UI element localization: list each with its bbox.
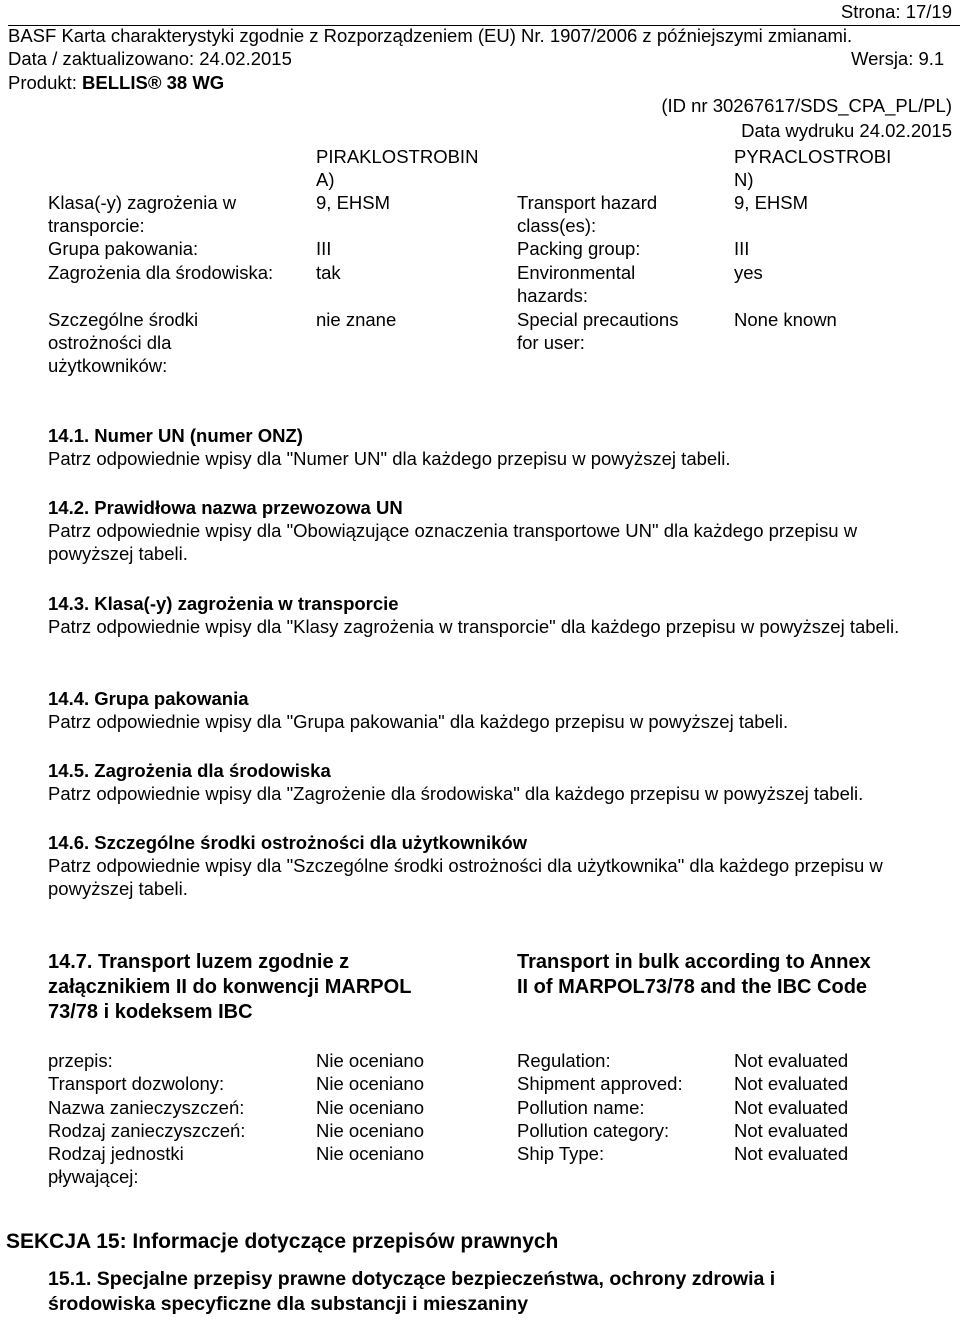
bulk-value-en: Not evaluated bbox=[734, 1050, 849, 1071]
heading-line: 73/78 i kodeksem IBC bbox=[48, 1001, 253, 1023]
cell-line: przepis: bbox=[48, 1050, 113, 1071]
section-14-6 bbox=[48, 831, 938, 900]
bulk-value-en: Not evaluated bbox=[734, 1143, 849, 1164]
row-value-en: None known bbox=[734, 309, 837, 330]
bulk-label-pl bbox=[48, 1072, 224, 1095]
section-text: Patrz odpowiednie wpisy dla "Szczególne środki ostrożności dla użytkownika" dla każdego przepisu w powyższej tabeli. bbox=[48, 855, 883, 899]
section-15-title: SEKCJA 15: Informacje dotyczące przepisów prawnych bbox=[6, 1230, 559, 1253]
section-14-5 bbox=[48, 759, 938, 805]
section-text: Patrz odpowiednie wpisy dla "Obowiązujące oznaczenia transportowe UN" dla każdego przepisu w powyższej tabeli. bbox=[48, 520, 858, 564]
substance-name-pl: PIRAKLOSTROBIN A) bbox=[316, 146, 479, 190]
row-value-pl: tak bbox=[316, 262, 341, 283]
section-heading: 14.6. Szczególne środki ostrożności dla użytkowników bbox=[48, 832, 528, 853]
row-value-en: 9, EHSM bbox=[734, 192, 809, 213]
heading-line: Transport in bulk according to Annex bbox=[517, 951, 871, 973]
cell-line: Szczególne środki bbox=[48, 309, 199, 330]
row-value-en: III bbox=[734, 238, 750, 259]
row-label-pl bbox=[48, 261, 273, 284]
bulk-label-pl bbox=[48, 1119, 245, 1142]
section-14-3 bbox=[48, 592, 938, 638]
bulk-label-en: Regulation: bbox=[517, 1050, 611, 1071]
section-heading: 14.1. Numer UN (numer ONZ) bbox=[48, 425, 303, 446]
sds-id: (ID nr 30267617/SDS_CPA_PL/PL) bbox=[661, 95, 952, 116]
heading-line: 14.7. Transport luzem zgodnie z bbox=[48, 951, 350, 973]
cell-line: ostrożności dla bbox=[48, 332, 172, 353]
bulk-value-en: Not evaluated bbox=[734, 1120, 849, 1141]
cell-line: hazards: bbox=[517, 285, 588, 306]
row-label-pl bbox=[48, 237, 198, 260]
section-14-2 bbox=[48, 496, 938, 565]
heading-line: załącznikiem II do konwencji MARPOL bbox=[48, 976, 412, 998]
product-name: BELLIS® 38 WG bbox=[82, 72, 225, 93]
row-label-en bbox=[517, 237, 640, 260]
bulk-value-en: Not evaluated bbox=[734, 1073, 849, 1094]
product-prefix: Produkt: bbox=[8, 72, 83, 93]
section-heading: 14.4. Grupa pakowania bbox=[48, 688, 249, 709]
bulk-value-pl: Nie oceniano bbox=[316, 1097, 424, 1118]
cell-line: for user: bbox=[517, 332, 585, 353]
section-text: Patrz odpowiednie wpisy dla "Grupa pakowania" dla każdego przepisu w powyższej tabeli. bbox=[48, 711, 789, 732]
row-label-pl bbox=[48, 191, 236, 237]
bulk-label-en: Ship Type: bbox=[517, 1143, 605, 1164]
cell-line: Rodzaj jednostki bbox=[48, 1143, 184, 1164]
print-date: Data wydruku 24.02.2015 bbox=[741, 120, 952, 141]
bulk-value-pl: Nie oceniano bbox=[316, 1073, 424, 1094]
row-value-pl: III bbox=[316, 238, 332, 259]
bulk-label-en: Pollution name: bbox=[517, 1097, 645, 1118]
document-title: BASF Karta charakterystyki zgodnie z Rozporządzeniem (EU) Nr. 1907/2006 z późniejszymi zmianami. bbox=[8, 25, 853, 46]
heading-line: II of MARPOL73/78 and the IBC Code bbox=[517, 976, 868, 998]
cell-line: Nazwa zanieczyszczeń: bbox=[48, 1097, 245, 1118]
row-value-pl: 9, EHSM bbox=[316, 192, 391, 213]
bulk-value-en: Not evaluated bbox=[734, 1097, 849, 1118]
bulk-value-pl: Nie oceniano bbox=[316, 1143, 424, 1164]
cell-line: Transport hazard bbox=[517, 192, 658, 213]
bulk-label-pl bbox=[48, 1142, 184, 1188]
page-number: Strona: 17/19 bbox=[840, 1, 952, 22]
section-text: Patrz odpowiednie wpisy dla "Numer UN" dla każdego przepisu w powyższej tabeli. bbox=[48, 448, 731, 469]
section-14-4 bbox=[48, 687, 938, 733]
row-label-pl bbox=[48, 308, 198, 377]
cell-line: Packing group: bbox=[517, 238, 641, 259]
cell-line: transporcie: bbox=[48, 215, 145, 236]
product bbox=[8, 71, 224, 94]
cell-line: Zagrożenia dla środowiska: bbox=[48, 262, 274, 283]
cell-line: Grupa pakowania: bbox=[48, 238, 199, 259]
cell-line: Rodzaj zanieczyszczeń: bbox=[48, 1120, 246, 1141]
section-text: Patrz odpowiednie wpisy dla "Klasy zagrożenia w transporcie" dla każdego przepisu w powyższej tabeli. bbox=[48, 616, 900, 637]
bulk-label-en: Shipment approved: bbox=[517, 1073, 683, 1094]
cell-line: Special precautions bbox=[517, 309, 679, 330]
bulk-value-pl: Nie oceniano bbox=[316, 1120, 424, 1141]
row-label-en bbox=[517, 191, 657, 237]
cell-line: Transport dozwolony: bbox=[48, 1073, 225, 1094]
bulk-label-pl bbox=[48, 1096, 244, 1119]
row-label-en bbox=[517, 261, 635, 307]
bulk-label-pl bbox=[48, 1049, 113, 1072]
cell-line: pływającej: bbox=[48, 1166, 139, 1187]
row-label-en bbox=[517, 308, 678, 354]
section-15-1-line1: 15.1. Specjalne przepisy prawne dotyczące bezpieczeństwa, ochrony zdrowia i bbox=[48, 1268, 776, 1290]
cell-line: class(es): bbox=[517, 215, 597, 236]
section-15-1-line2: środowiska specyficzne dla substancji i mieszaniny bbox=[48, 1293, 529, 1315]
version: Wersja: 9.1 bbox=[851, 48, 945, 69]
substance-name-en: PYRACLOSTROBI N) bbox=[734, 146, 892, 190]
revision-date: Data / zaktualizowano: 24.02.2015 bbox=[8, 48, 292, 69]
cell-line: użytkowników: bbox=[48, 355, 168, 376]
cell-line: Klasa(-y) zagrożenia w bbox=[48, 192, 237, 213]
bulk-heading-en bbox=[517, 950, 871, 1000]
bulk-label-en: Pollution category: bbox=[517, 1120, 670, 1141]
bulk-value-pl: Nie oceniano bbox=[316, 1050, 424, 1071]
row-value-pl: nie znane bbox=[316, 309, 397, 330]
section-heading: 14.3. Klasa(-y) zagrożenia w transporcie bbox=[48, 593, 399, 614]
bulk-heading-pl bbox=[48, 950, 411, 1025]
section-heading: 14.5. Zagrożenia dla środowiska bbox=[48, 760, 331, 781]
section-text: Patrz odpowiednie wpisy dla "Zagrożenie dla środowiska" dla każdego przepisu w powyższej tabeli. bbox=[48, 783, 864, 804]
section-14-1 bbox=[48, 424, 938, 470]
row-value-en: yes bbox=[734, 262, 763, 283]
section-heading: 14.2. Prawidłowa nazwa przewozowa UN bbox=[48, 497, 403, 518]
cell-line: Environmental bbox=[517, 262, 636, 283]
